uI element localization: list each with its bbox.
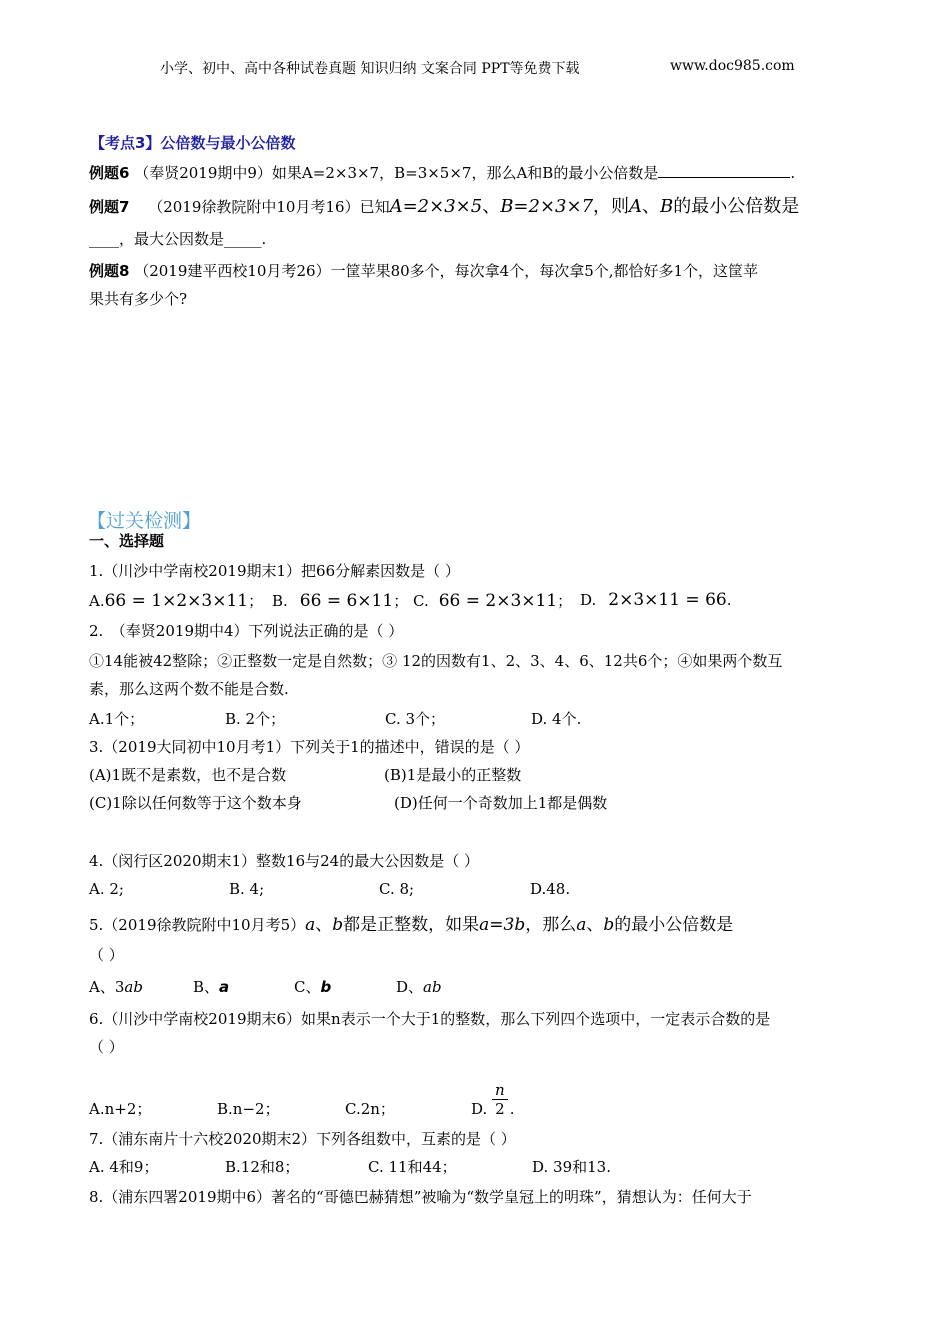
q1-option-d [580,590,731,610]
text: 5.（2019徐教院附中10月考5） [89,916,306,934]
q2-option-b: B. 2个； [225,710,286,728]
q5-option-b [193,976,229,997]
q5-option-d [396,976,442,997]
var-a: a [305,915,316,935]
question-6-paren: （ ） [89,1038,124,1056]
question-6-stem: 6.（川沙中学南校2019期末6）如果n表示一个大于1的整数，那么下列四个选项中，一定表示合数的是 [89,1010,771,1028]
q5-option-a [89,976,143,997]
question-7-stem: 7.（浦东南片十六校2020期末2）下列各组数中，互素的是（ ） [89,1130,516,1148]
q1-option-a [89,590,263,611]
text: ____，最大公因数是 [89,230,225,248]
var-a: a [576,915,587,935]
answer-blank [658,163,790,178]
q7-option-a: A. 4和9； [89,1158,159,1176]
option-sep: . [726,591,732,609]
var-b: b [332,915,344,935]
question-2-line2: 素，那么这两个数不能是合数. [89,680,289,698]
question-5-paren: （ ） [89,946,124,964]
q5-option-c [294,976,331,997]
q7-option-b: B.12和8； [225,1158,300,1176]
option-math: 2×3×11 = 66 [608,590,727,610]
question-4-stem: 4.（闵行区2020期末1）整数16与24的最大公因数是（ ） [89,852,479,870]
q1-option-b [272,590,408,611]
fraction [492,1081,508,1118]
example-7-line2 [89,228,266,249]
q4-option-a: A. 2; [89,880,124,898]
example-label: 例题6 [89,164,130,182]
option-sep: ； [393,592,409,610]
text: 都是正整数，如果 [343,915,480,935]
formula-b: B=2×3×7 [500,196,594,217]
example-6 [89,162,795,183]
var-a: A [629,196,643,217]
q6-option-d [471,1068,515,1118]
option-label: B. [272,592,288,610]
option-label: D. [471,1100,488,1118]
q2-option-d: D. 4个. [531,710,582,728]
option-sep: ； [248,592,264,610]
option-label: C、 [294,978,321,996]
condition: a=3b [479,915,526,935]
option-math: 66 = 2×3×11 [438,591,558,611]
part-title: 一、选择题 [89,532,165,550]
check-title: 【过关检测】 [87,510,202,532]
text: _____. [224,230,267,248]
option-math: b [320,978,332,996]
example-7 [89,192,799,218]
example-text: （奉贤2019期中9）如果A=2×3×7，B=3×5×7，那么A和B的最小公倍数是 [134,164,659,182]
option-math: 66 = 6×11 [299,591,394,611]
q4-option-d: D.48. [530,880,571,898]
q7-option-d: D. 39和13. [532,1158,611,1176]
text: 的最小公倍数是 [673,196,800,217]
option-math: ab [423,978,442,996]
example-end: . [790,164,796,182]
question-8-stem: 8.（浦东四署2019期中6）著名的“哥德巴赫猜想”被喻为“数学皇冠上的明珠”，猜想认为：任何大于 [89,1188,752,1206]
q7-option-c: C. 11和44； [368,1158,457,1176]
q3-option-b: (B)1是最小的正整数 [384,766,522,784]
fraction-denominator: 2 [495,1100,505,1118]
option-label: D. [580,591,597,609]
q3-option-d: (D)任何一个奇数加上1都是偶数 [394,794,608,812]
example-label: 例题8 [89,262,130,280]
question-1-stem: 1.（川沙中学南校2019期末1）把66分解素因数是（ ） [89,562,460,580]
q3-option-a: (A)1既不是素数，也不是合数 [89,766,287,784]
option-label: A、3 [89,978,125,996]
separator: 、 [315,915,333,935]
example-text: （2019建平西校10月考26）一筐苹果80多个，每次拿4个，每次拿5个,都恰好多1个，这筐苹 [134,262,759,280]
option-math: 66 = 1×2×3×11 [104,591,249,611]
option-label: D、 [396,978,424,996]
example-label: 例题7 [89,198,130,216]
header-url: www.doc985.com [670,58,795,74]
separator: 、 [642,196,661,217]
text: ，那么 [525,915,577,935]
text: 的最小公倍数是 [614,915,734,935]
q6-option-c: C.2n； [345,1100,395,1118]
option-sep: . [509,1100,515,1118]
separator: 、 [482,196,501,217]
header-text: 小学、初中、高中各种试卷真题 知识归纳 文案合同 PPT等免费下载 [160,61,580,77]
separator: 、 [586,915,604,935]
q6-option-b: B.n−2； [217,1100,280,1118]
q4-option-c: C. 8; [379,880,415,898]
example-source: （2019徐教院附中10月考16）已知 [148,198,390,216]
var-b: b [603,915,615,935]
q4-option-b: B. 4; [229,880,265,898]
option-label: B、 [193,978,220,996]
var-b: B [660,196,674,217]
question-3-stem: 3.（2019大同初中10月考1）下列关于1的描述中，错误的是（ ） [89,738,530,756]
option-math: ab [124,978,143,996]
example-8 [89,260,758,281]
fraction-numerator: n [492,1081,508,1100]
q2-option-c: C. 3个； [385,710,446,728]
option-math: a [219,978,230,996]
option-label: A. [89,592,105,610]
option-sep: ； [557,592,573,610]
question-2-line1: ①14能被42整除；②正整数一定是自然数；③ 12的因数有1、2、3、4、6、12共6个；④如果两个数互 [89,652,783,670]
q1-option-c [413,590,572,611]
formula-a: A=2×3×5 [389,196,483,217]
q6-option-a: A.n+2； [89,1100,152,1118]
question-5-stem [89,910,733,935]
q3-option-c: (C)1除以任何数等于这个数本身 [89,794,302,812]
option-label: C. [413,592,429,610]
example-8-line2: 果共有多少个? [89,290,188,308]
section-title: 【考点3】公倍数与最小公倍数 [90,134,296,152]
q2-option-a: A.1个； [89,710,145,728]
question-2-stem: 2. （奉贤2019期中4）下列说法正确的是（ ） [89,622,404,640]
text: ，则 [593,196,630,217]
